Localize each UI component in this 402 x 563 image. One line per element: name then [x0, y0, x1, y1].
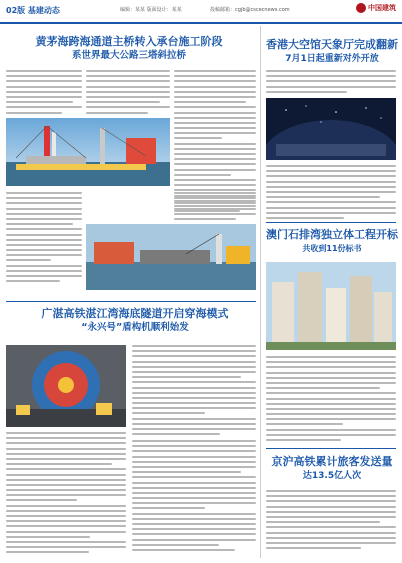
- body-text-line: [266, 170, 396, 172]
- body-text-line: [266, 196, 380, 198]
- body-text-line: [132, 507, 205, 509]
- body-text-line: [6, 442, 126, 444]
- body-text-line: [6, 515, 126, 517]
- body-text-line: [174, 213, 256, 215]
- body-text-line: [174, 122, 256, 124]
- body-text-line: [6, 80, 82, 82]
- body-text-line: [132, 497, 256, 499]
- body-text-line: [266, 75, 396, 77]
- body-text-line: [174, 197, 256, 199]
- body-text-line: [132, 487, 256, 489]
- body-text-line: [266, 165, 396, 167]
- body-text-line: [6, 239, 82, 241]
- body-text-line: [6, 510, 126, 512]
- body-text-line: [174, 163, 256, 165]
- body-text-line: [132, 549, 235, 551]
- body-text-line: [266, 500, 396, 502]
- body-text-line: [132, 502, 256, 504]
- body-text-line: [6, 213, 82, 215]
- body-text-line: [86, 70, 170, 72]
- body-text-line: [174, 75, 256, 77]
- body-text-line: [6, 280, 60, 282]
- body-text-line: [174, 132, 256, 134]
- body-text-line: [132, 450, 256, 452]
- article-1-body-lower: [6, 192, 82, 285]
- article-4-title: 澳门石排湾独立体工程开标: [266, 228, 398, 241]
- body-text-line: [86, 80, 170, 82]
- body-text-line: [266, 398, 396, 400]
- body-text-line: [266, 186, 396, 188]
- body-text-line: [132, 445, 256, 447]
- body-text-line: [132, 513, 256, 515]
- body-text-line: [174, 137, 222, 139]
- article-5-subtitle: 达13.5亿人次: [302, 471, 362, 481]
- body-text-line: [132, 461, 256, 463]
- body-text-line: [6, 536, 90, 538]
- body-text-line: [132, 423, 256, 425]
- masthead: [0, 0, 402, 24]
- body-text-line: [132, 418, 256, 420]
- body-text-line: [266, 434, 396, 436]
- article-5-title: 京沪高铁累计旅客发送量: [271, 455, 393, 468]
- article-4-photo: [266, 262, 396, 350]
- body-text-line: [174, 158, 256, 160]
- body-text-line: [266, 175, 396, 177]
- body-text-line: [6, 75, 82, 77]
- body-text-line: [174, 117, 256, 119]
- body-text-line: [266, 372, 396, 374]
- body-text-line: [266, 490, 396, 492]
- body-text-line: [266, 201, 396, 203]
- body-text-line: [174, 174, 231, 176]
- body-text-line: [6, 197, 82, 199]
- body-text-line: [266, 408, 396, 410]
- body-text-line: [6, 468, 126, 470]
- body-text-line: [266, 526, 396, 528]
- logo-mark-icon: [356, 3, 366, 13]
- article-2-title: 广湛高铁湛江湾海底隧道开启穿海模式: [41, 307, 229, 320]
- body-text-line: [6, 541, 126, 543]
- article-3-subtitle: 7月1日起重新对外开放: [285, 54, 379, 64]
- body-text-line: [266, 181, 396, 183]
- body-text-line: [174, 208, 256, 210]
- body-text-line: [266, 418, 396, 420]
- body-text-line: [132, 471, 241, 473]
- article-1-body-left: [6, 70, 82, 117]
- body-text-line: [132, 482, 256, 484]
- article-1-photo: [6, 118, 170, 186]
- body-text-line: [174, 91, 256, 93]
- body-text-line: [6, 448, 126, 450]
- body-text-line: [174, 148, 256, 150]
- body-text-line: [6, 270, 82, 272]
- body-text-line: [132, 476, 256, 478]
- body-text-line: [6, 520, 126, 522]
- body-text-line: [266, 439, 341, 441]
- body-text-line: [132, 544, 219, 546]
- body-text-line: [6, 484, 126, 486]
- body-text-line: [266, 521, 380, 523]
- body-text-line: [6, 249, 82, 251]
- article-3-photo: [266, 98, 396, 160]
- body-text-line: [174, 80, 256, 82]
- body-text-line: [174, 112, 256, 114]
- article-2-subtitle: “永兴号”盾构机顺利始发: [81, 322, 189, 333]
- body-text-line: [174, 218, 236, 220]
- body-text-line: [174, 127, 256, 129]
- body-text-line: [6, 234, 82, 236]
- body-text-line: [6, 244, 82, 246]
- body-text-line: [132, 350, 256, 352]
- submission-email: 投稿邮箱：cgjb@cscecnews.com: [210, 7, 290, 13]
- body-text-line: [6, 551, 89, 553]
- body-text-line: [132, 518, 256, 520]
- publisher-logo: 中国建筑: [356, 3, 396, 13]
- body-text-line: [174, 101, 246, 103]
- body-text-line: [174, 96, 256, 98]
- body-text-line: [132, 355, 256, 357]
- body-text-line: [266, 212, 396, 214]
- body-text-line: [86, 101, 160, 103]
- body-text-line: [266, 547, 361, 549]
- body-text-line: [6, 463, 112, 465]
- article-2-photo: [6, 345, 126, 427]
- article-2-headline: [0, 307, 270, 335]
- body-text-line: [132, 456, 256, 458]
- body-text-line: [6, 437, 126, 439]
- body-text-line: [132, 440, 256, 442]
- body-text-line: [6, 208, 82, 210]
- article-3-body: [266, 70, 396, 96]
- article-1-body-mid: [86, 70, 170, 117]
- body-text-line: [86, 112, 148, 114]
- body-text-line: [174, 143, 256, 145]
- body-text-line: [86, 91, 170, 93]
- body-text-line: [6, 489, 126, 491]
- body-text-line: [174, 153, 256, 155]
- body-text-line: [266, 429, 396, 431]
- body-text-line: [174, 202, 256, 204]
- body-text-line: [132, 523, 256, 525]
- body-text-line: [6, 453, 126, 455]
- body-text-line: [266, 70, 396, 72]
- body-text-line: [132, 433, 220, 435]
- body-text-line: [174, 169, 256, 171]
- body-text-line: [132, 397, 256, 399]
- body-text-line: [174, 192, 256, 194]
- body-text-line: [6, 101, 73, 103]
- body-text-line: [6, 546, 126, 548]
- body-text-line: [132, 407, 256, 409]
- body-text-line: [174, 70, 256, 72]
- body-text-line: [132, 366, 256, 368]
- body-text-line: [6, 70, 82, 72]
- article-1-subtitle: 系世界最大公路三塔斜拉桥: [71, 50, 186, 61]
- body-text-line: [266, 361, 396, 363]
- article-1-title: 黄茅海跨海通道主桥转入承台施工阶段: [35, 35, 223, 48]
- body-text-line: [266, 356, 396, 358]
- body-text-line: [132, 412, 205, 414]
- body-text-line: [6, 432, 126, 434]
- body-text-line: [6, 259, 51, 261]
- article-1-body-lower-right: [174, 192, 256, 223]
- body-text-line: [266, 413, 396, 415]
- body-text-line: [6, 218, 82, 220]
- body-text-line: [6, 202, 82, 204]
- body-text-line: [86, 86, 170, 88]
- body-text-line: [174, 189, 256, 191]
- body-text-line: [6, 531, 126, 533]
- body-text-line: [132, 492, 256, 494]
- body-text-line: [266, 91, 347, 93]
- article-3-headline: [262, 38, 402, 66]
- body-text-line: [174, 184, 256, 186]
- column-divider: [260, 26, 261, 558]
- body-text-line: [266, 191, 396, 193]
- article-3-body-lower: [266, 165, 396, 222]
- body-text-line: [86, 96, 170, 98]
- body-text-line: [132, 376, 241, 378]
- body-text-line: [6, 479, 126, 481]
- body-text-line: [6, 223, 73, 225]
- article-1-photo-2: [86, 224, 256, 290]
- body-text-line: [132, 361, 256, 363]
- body-text-line: [132, 345, 256, 347]
- body-text-line: [132, 371, 256, 373]
- body-text-line: [6, 91, 82, 93]
- body-text-line: [132, 528, 256, 530]
- section-rule: [6, 301, 256, 302]
- body-text-line: [174, 179, 256, 181]
- body-text-line: [266, 537, 396, 539]
- body-text-line: [132, 387, 256, 389]
- body-text-line: [132, 466, 256, 468]
- body-text-line: [6, 505, 126, 507]
- body-text-line: [6, 474, 126, 476]
- body-text-line: [6, 494, 126, 496]
- body-text-line: [266, 516, 396, 518]
- edition-info: 编辑：某某 版面设计：某某: [120, 7, 182, 13]
- article-4-body: [266, 356, 396, 444]
- body-text-line: [132, 381, 256, 383]
- body-text-line: [6, 192, 82, 194]
- body-text-line: [86, 75, 170, 77]
- body-text-line: [6, 112, 62, 114]
- body-text-line: [266, 86, 396, 88]
- body-text-line: [6, 458, 126, 460]
- body-text-line: [266, 207, 396, 209]
- body-text-line: [6, 265, 82, 267]
- body-text-line: [86, 106, 170, 108]
- body-text-line: [6, 96, 82, 98]
- body-text-line: [266, 387, 380, 389]
- article-4-subtitle: 共收到11份标书: [302, 244, 362, 253]
- article-2-body-right: [132, 345, 256, 438]
- body-text-line: [266, 506, 396, 508]
- body-text-line: [6, 254, 82, 256]
- body-text-line: [6, 228, 82, 230]
- body-text-line: [132, 539, 256, 541]
- body-text-line: [6, 106, 82, 108]
- body-text-line: [132, 428, 256, 430]
- body-text-line: [266, 382, 396, 384]
- body-text-line: [266, 495, 396, 497]
- body-text-line: [266, 217, 344, 219]
- section-rule-right-1: [266, 222, 396, 223]
- body-text-line: [132, 533, 256, 535]
- article-2-body-right-lower: [132, 440, 256, 554]
- article-3-title: 香港大空馆天象厅完成翻新: [266, 38, 398, 51]
- section-label: 02版 基建动态: [6, 6, 60, 15]
- body-text-line: [266, 366, 396, 368]
- body-text-line: [266, 377, 396, 379]
- body-text-line: [266, 403, 396, 405]
- body-text-line: [174, 106, 256, 108]
- article-5-headline: [262, 455, 402, 483]
- body-text-line: [266, 392, 396, 394]
- article-2-body-left: [6, 432, 126, 557]
- body-text-line: [266, 80, 396, 82]
- section-rule-right-2: [266, 448, 396, 449]
- article-4-headline: [262, 228, 402, 256]
- body-text-line: [132, 392, 256, 394]
- body-text-line: [266, 423, 343, 425]
- body-text-line: [132, 402, 256, 404]
- body-text-line: [6, 275, 82, 277]
- body-text-line: [266, 532, 396, 534]
- body-text-line: [266, 511, 396, 513]
- body-text-line: [6, 525, 126, 527]
- article-1-headline: [0, 35, 258, 63]
- body-text-line: [174, 86, 256, 88]
- article-5-body: [266, 490, 396, 552]
- body-text-line: [6, 499, 77, 501]
- body-text-line: [6, 86, 82, 88]
- body-text-line: [266, 542, 396, 544]
